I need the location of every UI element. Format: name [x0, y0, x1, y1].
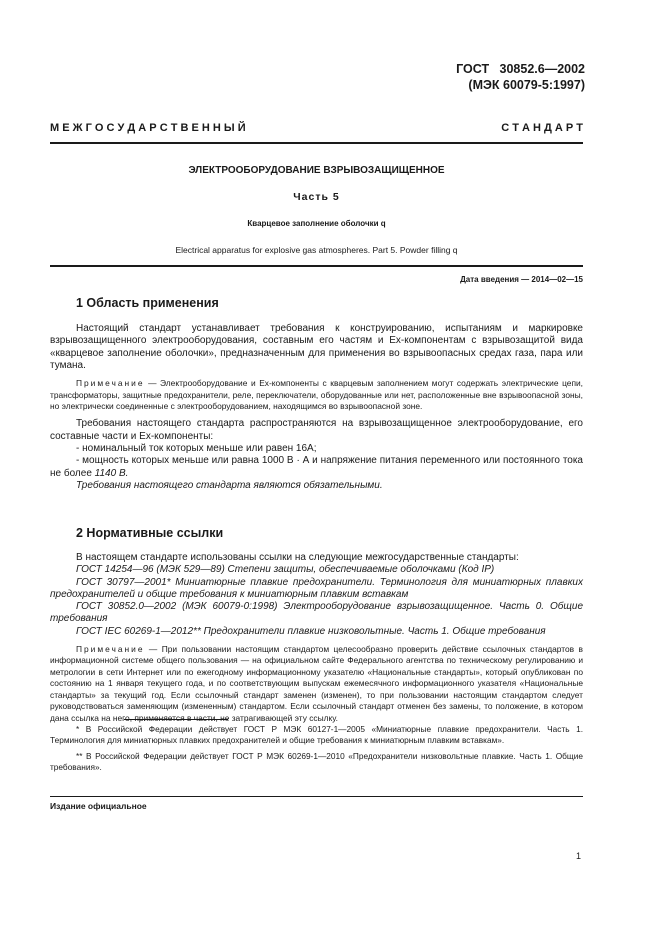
reference-gost-14254: ГОСТ 14254—96 (МЭК 529—89) Степени защиты, обеспечиваемые оболочками (Код IP) — [76, 564, 495, 576]
footer-rule — [50, 796, 583, 797]
section-1-body — [50, 323, 583, 492]
interstate-standard-banner — [50, 122, 583, 134]
banner-rule — [50, 142, 583, 144]
title-rule — [50, 265, 583, 267]
document-subtitle: Кварцевое заполнение оболочки q — [247, 219, 386, 228]
standard-number-block — [456, 61, 585, 93]
scope-note — [50, 378, 583, 412]
official-edition-label: Издание официальное — [50, 801, 147, 811]
section-2-heading: 2 Нормативные ссылки — [76, 526, 224, 540]
note-text: — Электрооборудование и Ex-компоненты с кварцевым заполнением могут содержать электрические цепи, трансформаторы, защитные предохранители, реле, переключатели, оборудованные или нет, расположенные вне взрывоопасной зоны, но электрически соединенные с электрооборудованием, находящимся во взрывоопасной зоне. — [50, 378, 583, 411]
part-number: Часть 5 — [293, 191, 340, 203]
list-item-current: - номинальный ток которых меньше или равен 16А; — [76, 443, 317, 454]
iec-number: (МЭК 60079-5:1997) — [468, 78, 585, 92]
page-number: 1 — [575, 851, 581, 861]
banner-word-1: М Е Ж Г О С У Д А Р С Т В Е Н Н Ы Й — [50, 122, 246, 134]
footnote-2: ** В Российской Федерации действует ГОСТ Р МЭК 60269-1—2010 «Предохранители низковольтные плавкие. Часть 1. Общие требования». — [50, 750, 583, 772]
reference-gost-30852-0: ГОСТ 30852.0—2002 (МЭК 60079-0:1998) Электрооборудование взрывозащищенное. Часть 0. Общие требования — [50, 601, 583, 625]
note-label: Примечание — [76, 644, 145, 655]
voltage-limit: 1140 В. — [94, 467, 129, 479]
standard-number: ГОСТ 30852.6—2002 — [456, 62, 585, 76]
document-title: ЭЛЕКТРООБОРУДОВАНИЕ ВЗРЫВОЗАЩИЩЕННОЕ — [188, 165, 445, 176]
section-2-body — [50, 552, 583, 724]
note-label: Примечание — [76, 378, 145, 389]
footnote-1: * В Российской Федерации действует ГОСТ Р МЭК 60127-1—2005 «Миниатюрные плавкие предохранители. Часть 1. Терминология для миниатюрных плавких предохранителей и общие требования к миниатюрным плавким вставкам». — [50, 724, 583, 746]
note-text: — При пользовании настоящим стандартом целесообразно проверить действие ссылочных стандартов в информационной системе общего пользования — на официальном сайте Федерального агентства по техническому регулированию и метрологии в сети Интернет или по ежегодному информационному указателю «Национальные стандарты», который опубликован по состоянию на 1 января текущего года, и по соответствующим выпускам ежемесячного информационного указателя «Национальные стандарты» за текущий год. Если ссылочный стандарт заменен (изменен), то при пользовании настоящим стандартом следует руководствоваться заменяющим (измененным) стандартом. Если ссылочный стандарт отменен без замены, то положение, в котором дана ссылка на него, применяется в части, не затрагивающей эту ссылку. — [50, 644, 583, 723]
banner-word-2: С Т А Н Д А Р Т — [501, 122, 583, 134]
list-item-power-text: - мощность которых меньше или равна 1000 В · А и напряжение питания переменного или постоянного тока не более — [50, 455, 583, 479]
footnotes — [50, 724, 583, 773]
scope-paragraph: Настоящий стандарт устанавливает требования к конструированию, испытаниям и маркировке взрывозащищенного электрооборудования, составным его частям и Ex-компонентам с взрывозащитой вида «кварцевое заполнение оболочки», предназначенным для применения во взрывоопасных средах газа, пара или тумана. — [50, 323, 583, 371]
applicability-paragraph: Требования настоящего стандарта распространяются на взрывозащищенное электрооборудование, его составные части и Ex-компоненты: — [50, 418, 583, 442]
reference-gost-30797: ГОСТ 30797—2001* Миниатюрные плавкие предохранители. Терминология для миниатюрных плавких предохранителей и общие требования к миниатюрным плавким вставкам — [50, 576, 583, 600]
introduction-date: Дата введения — 2014—02—15 — [460, 275, 583, 284]
section-1-heading: 1 Область применения — [76, 296, 219, 310]
english-title: Electrical apparatus for explosive gas atmospheres. Part 5. Powder filling q — [175, 245, 458, 255]
references-intro: В настоящем стандарте использованы ссылки на следующие межгосударственные стандарты: — [76, 552, 519, 563]
mandatory-requirements: Требования настоящего стандарта являются обязательными. — [76, 479, 383, 491]
reference-gost-iec-60269: ГОСТ IEC 60269-1—2012** Предохранители плавкие низковольтные. Часть 1. Общие требования — [76, 625, 546, 637]
references-note — [50, 644, 583, 724]
footnote-rule — [124, 719, 228, 720]
list-item-power — [50, 455, 583, 480]
